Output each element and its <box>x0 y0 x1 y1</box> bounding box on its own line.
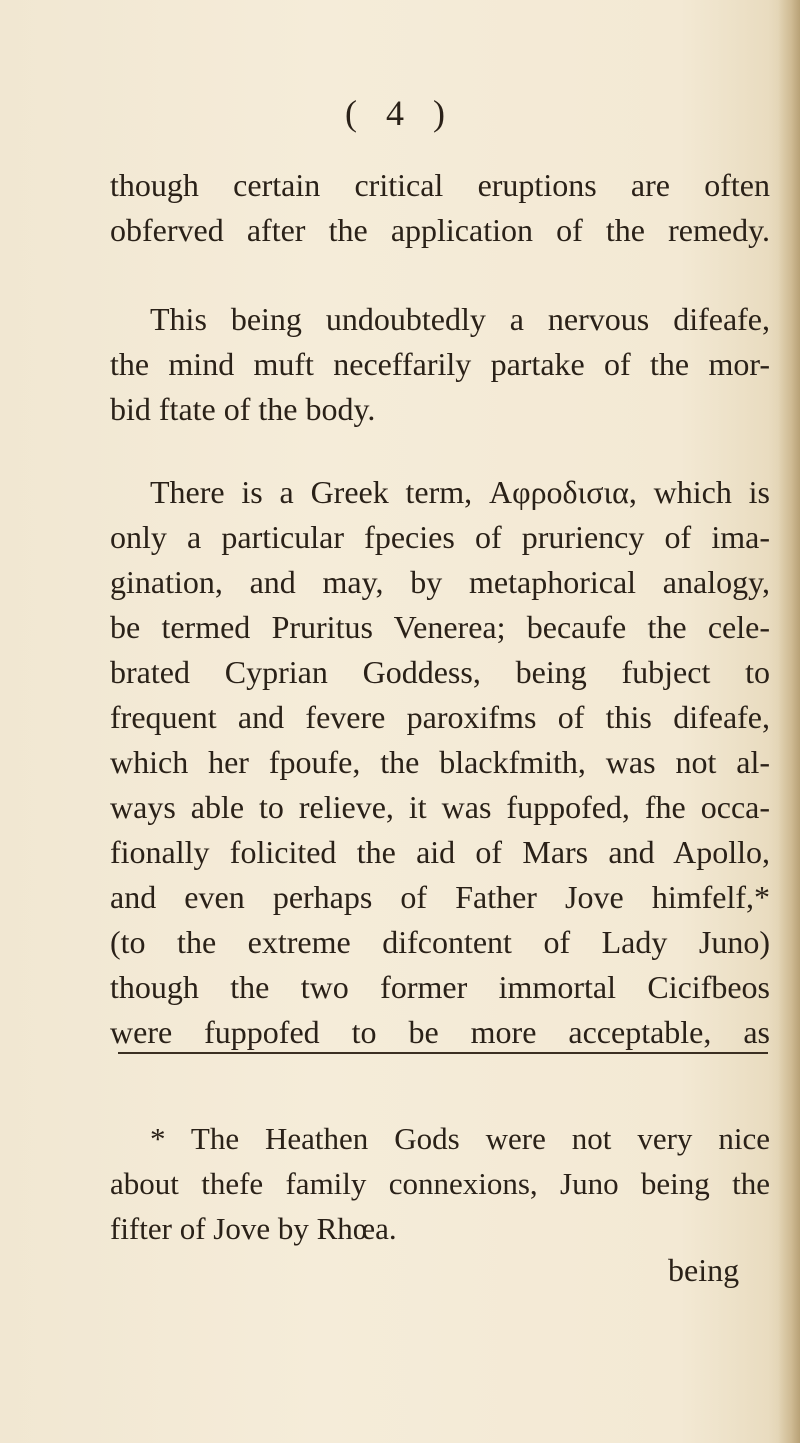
page-number: ( 4 ) <box>345 93 455 133</box>
text-line: which her fpoufe, the blackfmith, was not al- <box>110 744 770 780</box>
text-line: fionally folicited the aid of Mars and Apollo, <box>110 834 770 870</box>
text-line: gination, and may, by metaphorical analogy, <box>110 564 770 600</box>
footnote <box>110 1116 770 1251</box>
text-line: the mind muft neceffarily partake of the mor- <box>110 346 770 382</box>
text-line: be termed Pruritus Venerea; becaufe the cele- <box>110 609 770 645</box>
text-line: though certain critical eruptions are often <box>110 167 770 203</box>
text-line: frequent and fevere paroxifms of this difeafe, <box>110 699 770 735</box>
paragraph-3 <box>110 470 770 1055</box>
text-line: only a particular fpecies of pruriency of ima- <box>110 519 770 555</box>
text-line: and even perhaps of Father Jove himfelf,* <box>110 879 770 915</box>
paragraph-2 <box>110 297 770 432</box>
text-line: (to the extreme difcontent of Lady Juno) <box>110 924 770 960</box>
text-line: This being undoubtedly a nervous difeafe, <box>150 301 770 337</box>
page-edge-shadow <box>778 0 800 1443</box>
footnote-rule <box>118 1052 768 1054</box>
text-line: were fuppofed to be more acceptable, as <box>110 1014 770 1050</box>
text-line: obferved after the application of the remedy. <box>110 212 770 248</box>
text-line: though the two former immortal Cicifbeos <box>110 969 770 1005</box>
paragraph-1 <box>110 163 770 253</box>
footnote-line: about thefe family connexions, Juno being the <box>110 1166 770 1201</box>
footnote-line: fifter of Jove by Rhœa. <box>110 1211 397 1246</box>
footnote-line: * The Heathen Gods were not very nice <box>150 1121 770 1156</box>
text-line: bid ftate of the body. <box>110 391 376 427</box>
text-line: There is a Greek term, Αφροδισια, which is <box>150 474 770 510</box>
text-line: ways able to relieve, it was fuppofed, fhe occa- <box>110 789 770 825</box>
text-line: brated Cyprian Goddess, being fubject to <box>110 654 770 690</box>
catchword: being <box>668 1252 740 1288</box>
